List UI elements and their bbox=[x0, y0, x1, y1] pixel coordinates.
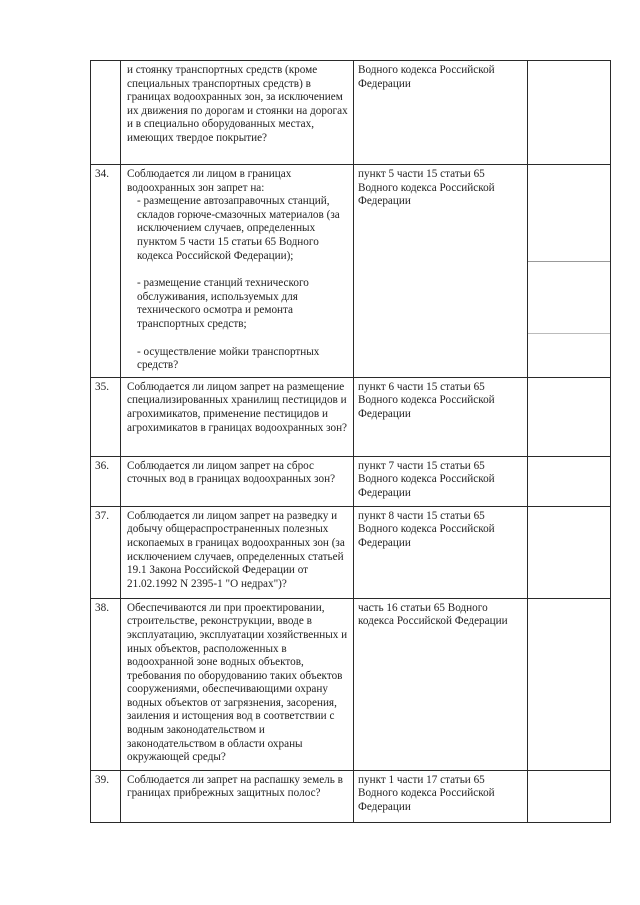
legal-reference-cell: Водного кодекса Российской Федерации bbox=[354, 61, 528, 165]
question-cell: Соблюдается ли лицом запрет на размещение специализированных хранилищ пестицидов и агрохимикатов, применение пестицидов и агрохимикатов в границах водоохранных зон? bbox=[121, 377, 354, 456]
table-row bbox=[91, 598, 611, 770]
question-intro: Соблюдается ли лицом в границах водоохранных зон запрет на: bbox=[127, 168, 292, 194]
table-row bbox=[91, 456, 611, 506]
legal-reference-cell: пункт 1 части 17 статьи 65 Водного кодекса Российской Федерации bbox=[354, 770, 528, 822]
row-number: 35. bbox=[91, 377, 121, 456]
row-number: 37. bbox=[91, 506, 121, 598]
question-bullet: - размещение автозаправочных станций, складов горюче-смазочных материалов (за исключением случаев, определенных пунктом 5 части 15 статьи 65 Водного кодекса Российской Федерации); bbox=[137, 195, 340, 262]
question-bullet: - размещение станций технического обслуживания, используемых для технического осмотра и ремонта транспортных средств; bbox=[137, 277, 309, 330]
table-row bbox=[91, 61, 611, 165]
table-row bbox=[91, 770, 611, 822]
table-row bbox=[91, 506, 611, 598]
question-cell: Соблюдается ли лицом запрет на сброс сточных вод в границах водоохранных зон? bbox=[121, 456, 354, 506]
row-number: 39. bbox=[91, 770, 121, 822]
row-number: 38. bbox=[91, 598, 121, 770]
checklist-table bbox=[90, 60, 611, 823]
answer-cell bbox=[528, 598, 611, 770]
legal-reference-cell: пункт 7 части 15 статьи 65 Водного кодекса Российской Федерации bbox=[354, 456, 528, 506]
answer-cell bbox=[528, 456, 611, 506]
legal-reference-cell: часть 16 статьи 65 Водного кодекса Российской Федерации bbox=[354, 598, 528, 770]
answer-cell bbox=[528, 506, 611, 598]
answer-cell bbox=[528, 165, 611, 378]
table-row bbox=[91, 377, 611, 456]
question-bullet: - осуществление мойки транспортных средств? bbox=[137, 345, 320, 372]
question-cell: Обеспечиваются ли при проектировании, строительстве, реконструкции, вводе в эксплуатацию, эксплуатации хозяйственных и иных объектов, расположенных в водоохранной зоне водных объектов, требования по оборудованию таких объектов сооружениями, обеспечивающими охрану водных объектов от загрязнения, засорения, заиления и истощения вод в соответствии с водным законодательством и законодательством в области охраны окружающей среды? bbox=[121, 598, 354, 770]
answer-cell bbox=[528, 61, 611, 165]
row-number: 36. bbox=[91, 456, 121, 506]
legal-reference-cell: пункт 5 части 15 статьи 65 Водного кодекса Российской Федерации bbox=[354, 165, 528, 378]
table-row bbox=[91, 165, 611, 378]
question-cell: Соблюдается ли лицом запрет на разведку и добычу общераспространенных полезных ископаемых в границах водоохранных зон (за исключением случаев, определенных статьей 19.1 Закона Российской Федерации от 21.02.1992 N 2395-1 "О недрах")? bbox=[121, 506, 354, 598]
answer-cell bbox=[528, 377, 611, 456]
cell-divider bbox=[528, 261, 610, 262]
legal-reference-cell: пункт 8 части 15 статьи 65 Водного кодекса Российской Федерации bbox=[354, 506, 528, 598]
question-cell: Соблюдается ли запрет на распашку земель в границах прибрежных защитных полос? bbox=[121, 770, 354, 822]
row-number bbox=[91, 61, 121, 165]
row-number: 34. bbox=[91, 165, 121, 378]
question-cell: и стоянку транспортных средств (кроме специальных транспортных средств) в границах водоохранных зон, за исключением их движения по дорогам и стоянки на дорогах и в специально оборудованных местах, имеющих твердое покрытие? bbox=[121, 61, 354, 165]
legal-reference-cell: пункт 6 части 15 статьи 65 Водного кодекса Российской Федерации bbox=[354, 377, 528, 456]
question-cell bbox=[121, 165, 354, 378]
cell-divider bbox=[528, 333, 610, 334]
answer-cell bbox=[528, 770, 611, 822]
